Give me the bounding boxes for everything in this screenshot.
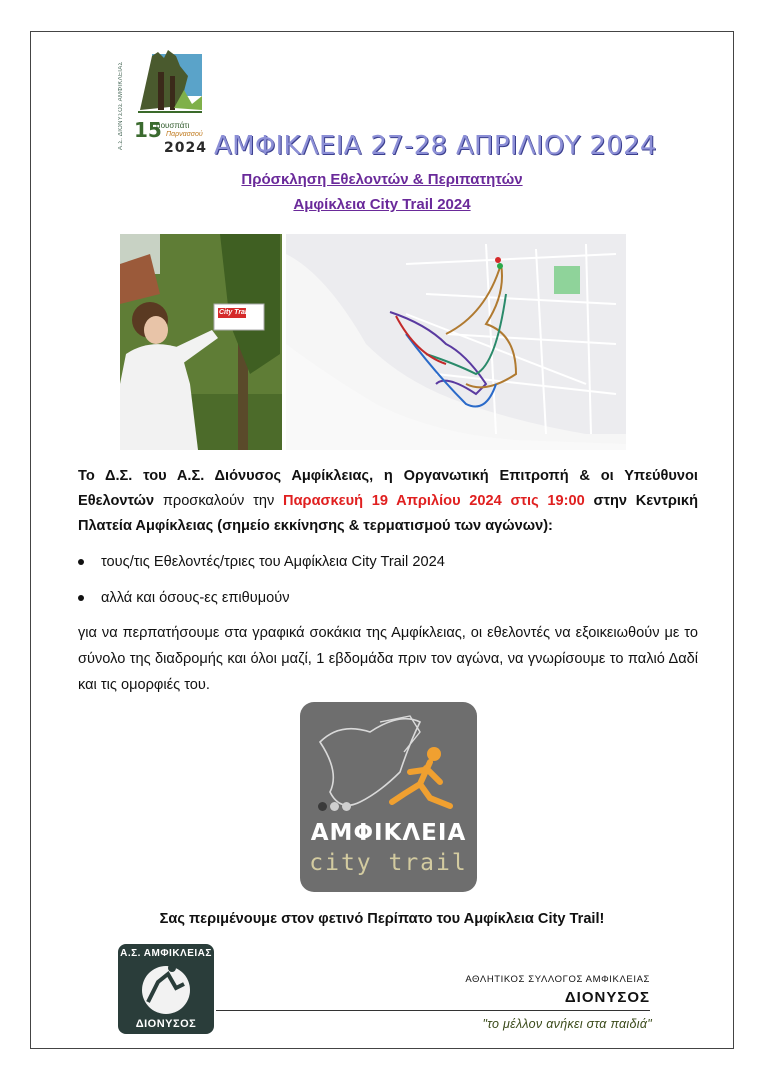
closing-line: Σας περιμένουμε στον φετινό Περίπατο του Αμφίκλεια City Trail! [159,911,605,927]
club-logo-top-text: Α.Σ. ΑΜΦΙΚΛΕΙΑΣ [120,948,212,959]
club-logo-bottom-text: ΔΙΟΝΥΣΟΣ [135,1018,197,1030]
logo-sub-1: μουσπάτι [156,121,190,130]
bullet-item [78,554,445,570]
footer-divider [216,1010,650,1011]
logo-vertical-text: Α.Σ. ΔΙΟΝΥΣΟΣ ΑΜΦΙΚΛΕΙΑΣ [118,61,124,150]
event-logo [118,46,207,156]
bullet-text: τους/τις Εθελοντές/τριες του Αμφίκλεια City Trail 2024 [101,554,445,570]
invite-title-line-1: Πρόσκληση Εθελοντών & Περιπατητών [241,171,523,188]
club-logo [118,944,214,1034]
club-name-line-2: ΔΙΟΝΥΣΟΣ [564,989,650,1006]
para1-bold-intro: Το Δ.Σ. του Α.Σ. Διόνυσος Αμφίκλειας, η Οργανωτική Επιτροπή & οι Υπεύθυνοι Εθελοντών [78,468,698,509]
event-datetime: Παρασκευή 19 Απριλίου 2024 στις 19:00 [283,493,585,509]
purpose-paragraph: για να περπατήσουμε στα γραφικά σοκάκια της Αμφίκλειας, οι εθελοντές να εξοικειωθούν με το σύνολο της διαδρομής και όλοι μαζί, 1 εβδομάδα πριν τον αγώνα, να γνωρίσουμε το παλιό Δαδί και τις ομορφιές του. [78,625,698,693]
bullet-text: αλλά και όσους-ες επιθυμούν [101,590,290,606]
para1-bold-location: στην Κεντρική Πλατεία Αμφίκλειας (σημείο εκκίνησης & τερματισμού των αγώνων): [78,493,698,534]
bullet-item [78,590,290,606]
event-title: ΑΜΦΙΚΛΕΙΑ 27-28 ΑΠΡΙΛΙΟΥ 2024 [214,131,657,161]
photo-sign-text: City Trail [219,309,249,316]
invite-title-line-2: Αμφίκλεια City Trail 2024 [293,196,471,213]
city-logo-word-2: city trail [309,850,468,876]
invitation-paragraph [78,464,698,539]
route-map-graphic [286,234,626,450]
city-logo-word-1: ΑΜΦΙΚΛΕΙΑ [310,820,467,846]
volunteer-photo [120,234,282,450]
route-map [286,234,626,450]
city-trail-logo [300,702,477,892]
club-motto: "το μέλλον ανήκει στα παιδιά" [482,1017,652,1031]
logo-year: 2024 [164,140,207,156]
bullet-dot [78,595,84,601]
bullet-dot [78,559,84,565]
photo-scene [120,234,282,450]
club-name-line-1: ΑΘΛΗΤΙΚΟΣ ΣΥΛΛΟΓΟΣ ΑΜΦΙΚΛΕΙΑΣ [465,974,650,985]
logo-number: 15 [134,118,162,142]
logo-dots [318,802,351,811]
logo-sub-2: Παρνασσού [166,131,203,138]
para1-text: προσκαλούν την [154,493,284,509]
